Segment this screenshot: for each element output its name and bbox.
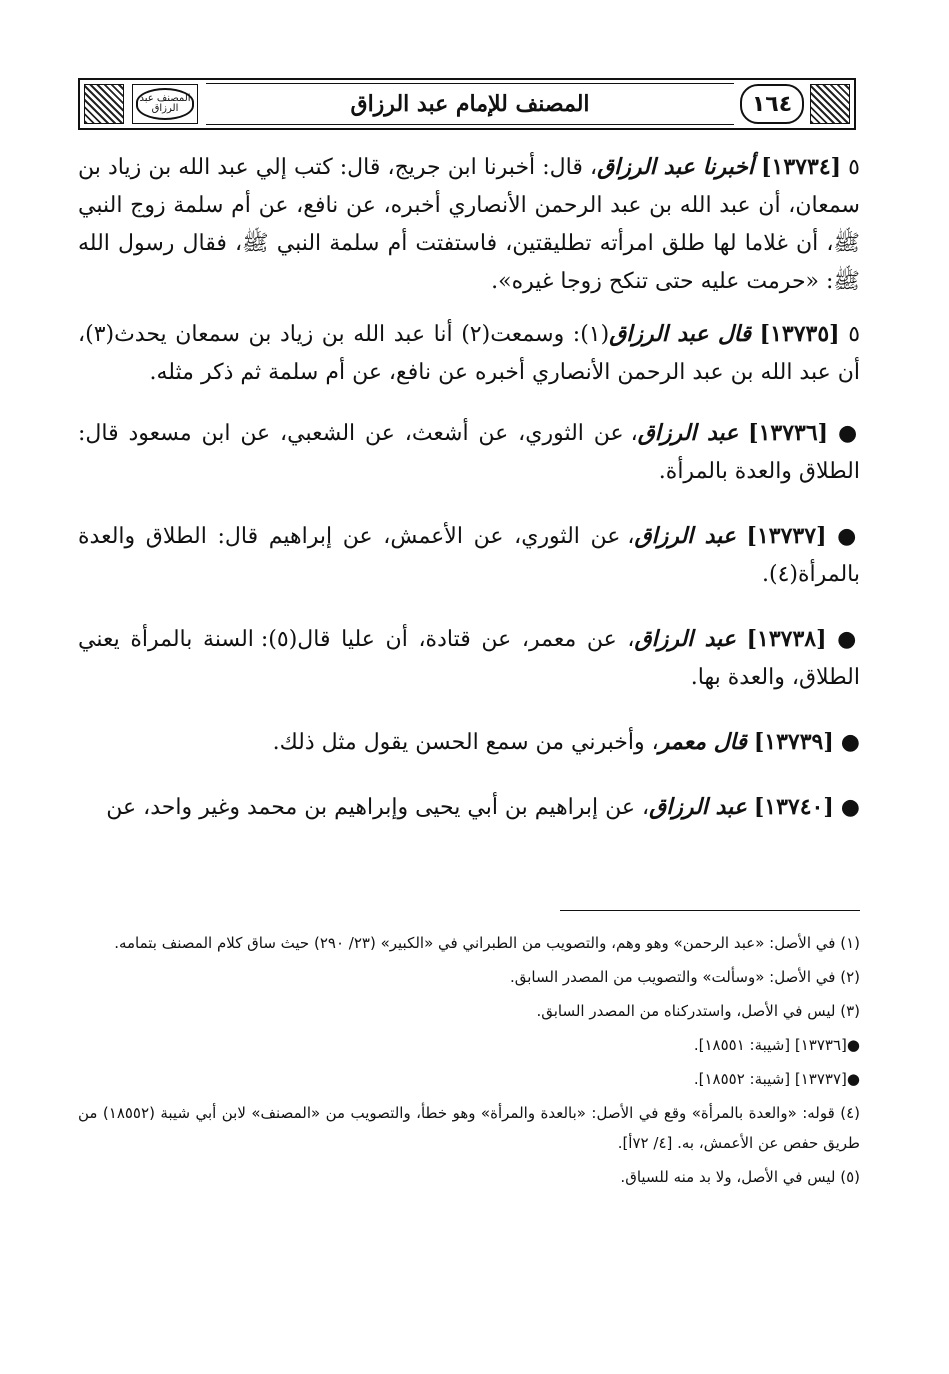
footnote: (١) في الأصل: «عبد الرحمن» وهو وهم، والتصويب من الطبراني في «الكبير» (٢٣/ ٢٩٠) حيث ساق كلام المصنف بتمامه.: [114, 934, 860, 952]
hadith-text: ، عن الثوري، عن الأعمش، عن إبراهيم قال: الطلاق والعدة بالمرأة(٤).: [78, 524, 860, 587]
footnotes: [78, 928, 860, 1196]
hadith-number: [١٣٧٤٠]: [753, 794, 834, 820]
hadith-entry: [78, 414, 860, 491]
entry-marker: ●: [837, 524, 860, 549]
footnote: (٢) في الأصل: «وسألت» والتصويب من المصدر السابق.: [509, 968, 860, 986]
hadith-text: ، عن معمر، عن قتادة، أن عليا قال(٥): السنة بالمرأة يعني الطلاق، والعدة بها.: [78, 627, 860, 690]
page-number: ١٦٤: [740, 84, 804, 124]
entry-marker: ●: [840, 795, 860, 820]
footnote: (٤) قوله: «والعدة بالمرأة» وقع في الأصل: «بالعدة والمرأة» وهو خطأ، والتصويب من «المصنف» لابن أبي شيبة (١٨٥٥٢) من طريق حفص عن الأعمش، به. [٤/ ٧٢أ].: [78, 1104, 860, 1152]
footnote-divider: [560, 910, 860, 911]
entry-marker: ٥: [848, 322, 861, 347]
entry-marker: ٥: [848, 155, 860, 180]
book-title: المصنف للإمام عبد الرزاق: [206, 83, 734, 125]
entry-marker: ●: [837, 627, 861, 652]
narrator: عبد الرزاق: [634, 626, 736, 652]
footnote: ●[١٣٧٣٦] [شيبة: ١٨٥٥١].: [693, 1036, 860, 1054]
narrator: أخبرنا عبد الرزاق: [597, 154, 755, 180]
hadith-number: [١٣٧٣٨]: [746, 626, 827, 652]
narrator: عبد الرزاق: [634, 523, 736, 549]
hadith-entry: [78, 148, 860, 301]
entry-marker: ●: [840, 730, 860, 755]
narrator: قال معمر: [658, 729, 747, 755]
hadith-number: [١٣٧٣٦]: [748, 420, 829, 446]
ornament-left: [84, 84, 124, 124]
narrator: قال عبد الرزاق: [609, 321, 752, 347]
hadith-number: [١٣٧٣٥]: [759, 321, 840, 347]
footnote: ●[١٣٧٣٧] [شيبة: ١٨٥٥٢].: [693, 1070, 860, 1088]
narrator: عبد الرزاق: [637, 420, 739, 446]
hadith-text: ، وأخبرني من سمع الحسن يقول مثل ذلك.: [272, 730, 659, 755]
entry-marker: ●: [837, 421, 860, 446]
main-text: [78, 148, 860, 827]
footnote: (٣) ليس في الأصل، واستدركناه من المصدر السابق.: [536, 1002, 860, 1020]
ornament-right: [810, 84, 850, 124]
hadith-number: [١٣٧٣٤]: [761, 154, 842, 180]
page-header: [78, 78, 856, 130]
hadith-text: ، عن الثوري، عن أشعث، عن الشعبي، عن ابن مسعود قال: الطلاق والعدة بالمرأة.: [78, 421, 860, 484]
seal-text: المصنف عبد الرزاق: [136, 88, 194, 120]
hadith-number: [١٣٧٣٧]: [746, 523, 827, 549]
hadith-entry: [78, 723, 860, 762]
hadith-text: ، عن إبراهيم بن أبي يحيى وإبراهيم بن محمد وغير واحد، عن: [106, 795, 650, 820]
hadith-entry: [78, 788, 860, 827]
seal-logo: [132, 84, 198, 124]
hadith-text: (١): وسمعت(٢) أنا عبد الله بن زياد بن سمعان يحدث(٣)، أن عبد الله بن عبد الرحمن الأنصاري أخبره عن نافع، عن أم سلمة ثم ذكر مثله.: [78, 322, 860, 385]
hadith-text: ، قال: أخبرنا ابن جريج، قال: كتب إلي عبد الله بن زياد بن سمعان، أن عبد الله بن عبد الرحمن الأنصاري أخبره، عن نافع، عن أم سلمة زوج النبي ﷺ، أن غلاما لها طلق امرأته تطليقتين، فاستفتت أم سلمة النبي ﷺ، فقال رسول الله ﷺ: «حرمت عليه حتى تنكح زوجا غيره».: [78, 155, 860, 294]
hadith-number: [١٣٧٣٩]: [753, 729, 834, 755]
footnote: (٥) ليس في الأصل، ولا بد منه للسياق.: [620, 1168, 860, 1186]
hadith-entry: [78, 620, 860, 697]
hadith-entry: [78, 517, 860, 594]
hadith-entry: [78, 315, 860, 392]
narrator: عبد الرزاق: [649, 794, 747, 820]
